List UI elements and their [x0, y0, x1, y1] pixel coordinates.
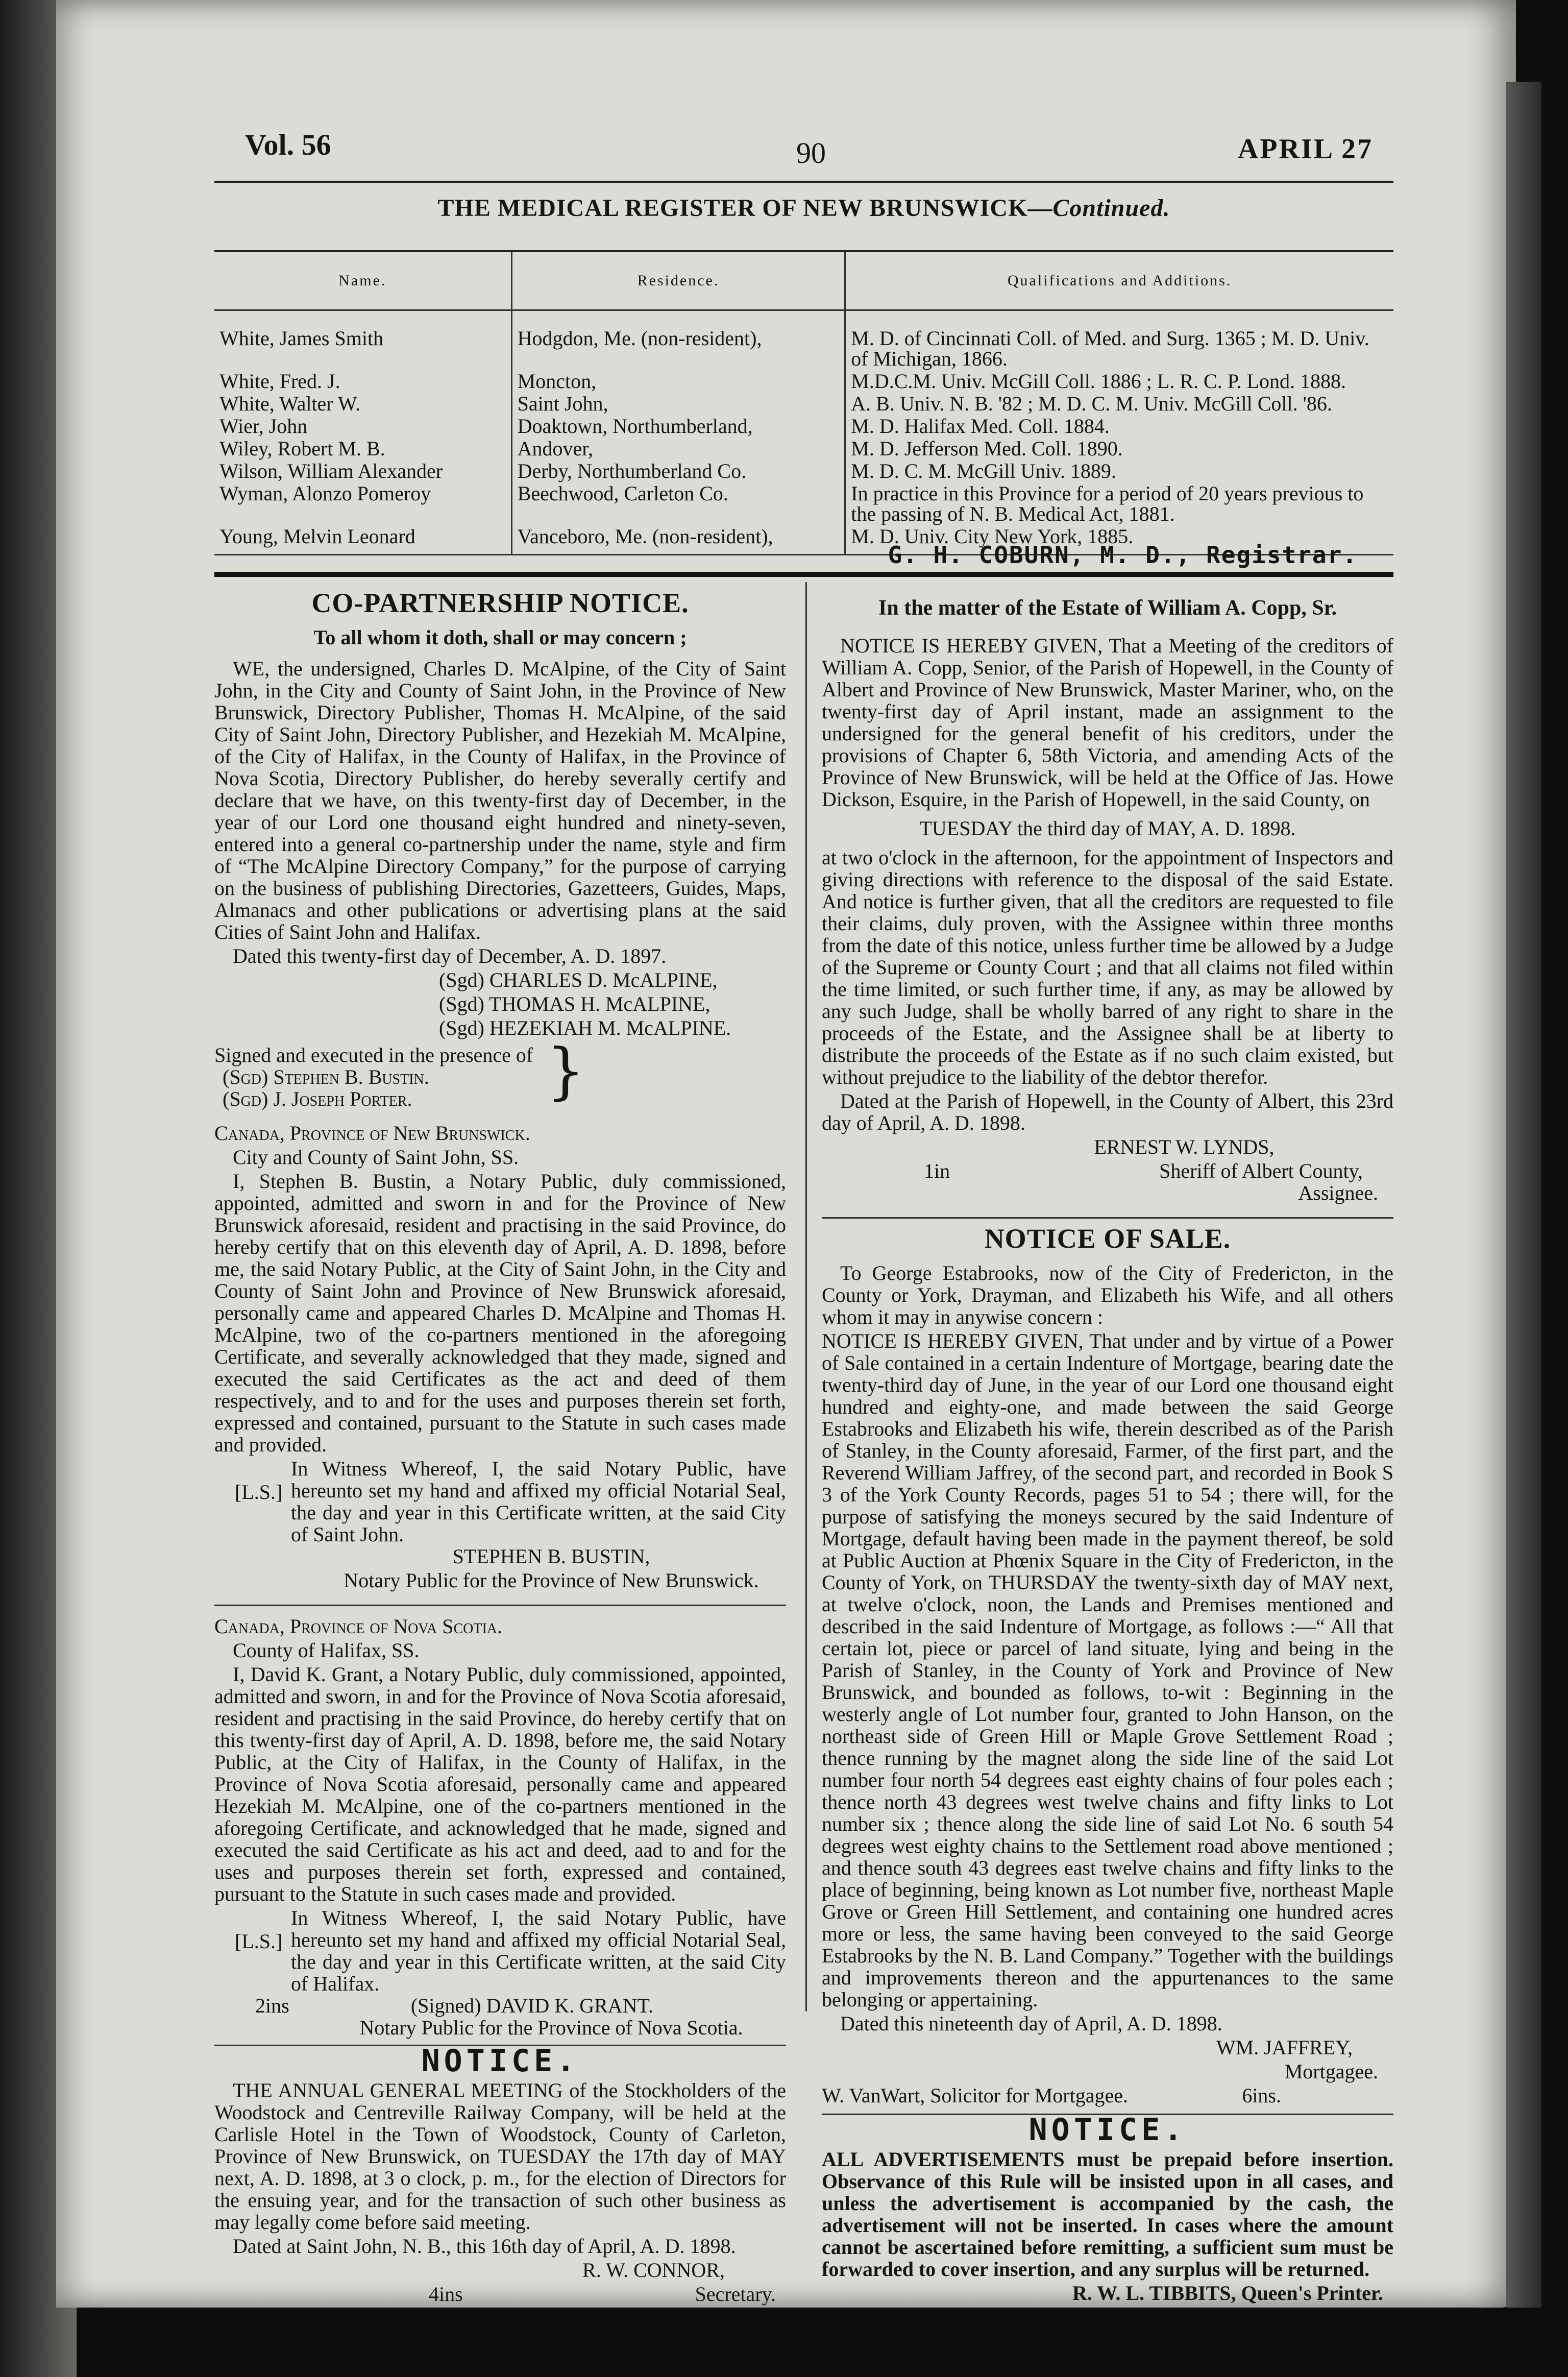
issue-date: APRIL 27 [1237, 133, 1373, 165]
brace-glyph: } [546, 1036, 585, 1107]
register-title: THE MEDICAL REGISTER OF NEW BRUNSWICK—Continued. [437, 195, 1170, 222]
ns-certificate-heading: Canada, Province of Nova Scotia. [214, 1615, 502, 1638]
column-divider [805, 582, 807, 2011]
railway-signer-row [214, 2283, 786, 2305]
ns-signer-row [214, 1995, 786, 2017]
copartnership-title: CO-PARTNERSHIP NOTICE. [311, 588, 689, 618]
copp-signer-role: Assignee. [1298, 1181, 1378, 1204]
copp-estate-title: In the matter of the Estate of William A. Copp, Sr. [878, 596, 1337, 620]
notice-of-sale-body: NOTICE IS HEREBY GIVEN, That under and by virtue of a Power of Sale contained in a certain Indenture of Mortgage, bearing date the twenty-third day of June, in the year of our Lord one thousand eight hundred and eighty-one, and made between the said George Estabrooks and Elizabeth his wife, therein described as of the Parish of Stanley, in the County aforesaid, Farmer, of the first part, and the Reverend William Jaffrey, of the second part, and recorded in Book S 3 of the York County Records, pages 51 to 54 ; there will, for the purpose of satisfying the moneys secured by the said Indenture of Mortgage, default having been made in the payment thereof, be sold at Public Auction at Phœnix Square in the City of Fredericton, in the County of York, on THURSDAY the twenty-sixth day of MAY next, at twelve o'clock, noon, the Lands and Premises mentioned and described in the said Indenture of Mortgage, as follows :—“ All that certain lot, piece or parcel of land situate, lying and being in the Parish of Stanley, in the County of York and Province of New Brunswick, and bounded as follows, to-wit : Beginning in the westerly angle of Lot number four, granted to John Hanson, on the northeast side of Green Hill or Maple Grove Settlement Road ; thence running by the magnet along the side line of the said Lot number four north 54 degrees east eighty chains of four poles each ; thence north 43 degrees west twelve chains and fifty links to Lot number six ; thence along the side line of said Lot No. 6 south 54 degrees west eighty chains to the Settlement road above mentioned ; and thence south 43 degrees east twelve chains and fifty links to the place of beginning, being known as Lot number five, northeast Maple Grove or Green Hill Settlement, and containing one hundred acres more or less, the same having been conveyed to the said George Estabrooks by the N. B. Land Company.” Together with the buildings and improvements thereon and the appurtenances to the same belonging or appertaining. [822, 1329, 1393, 2011]
ns-signer-title: Notary Public for the Province of Nova Scotia. [359, 2016, 743, 2039]
copp-estate-dated: Dated at the Parish of Hopewell, in the County of Albert, this 23rd day of April, A. D. 1898. [822, 1089, 1393, 1134]
insertions-label: 1in [924, 1159, 950, 1182]
table-row: Young, Melvin Leonard Vanceboro, Me. (non-resident), M. D. Univ. City New York, 1885. [214, 525, 1393, 555]
column-header-residence: Residence. [511, 251, 845, 310]
railway-signer: R. W. CONNOR, [582, 2259, 725, 2282]
copp-signer-row [822, 1160, 1393, 1182]
gazette-page [56, 0, 1516, 2308]
witness-line: (Sgd) Stephen B. Bustin. [223, 1065, 429, 1088]
page-number: 90 [796, 136, 826, 169]
section-rule [822, 1217, 1393, 1219]
copp-estate-body: NOTICE IS HEREBY GIVEN, That a Meeting of the creditors of William A. Copp, Senior, of the Parish of Hopewell, in the County of Albert and Province of New Brunswick, Master Mariner, who, on the twenty-first day of April instant, made an assignment to the undersigned for the general benefit of his creditors, under the provisions of Chapter 6, 58th Victoria, and amending Acts of the Province of New Brunswick, will be held at the Office of Jas. Howe Dickson, Esquire, in the Parish of Hopewell, in the said County, on [822, 634, 1393, 811]
solicitor-row [822, 2084, 1393, 2106]
insertions-label: 6ins. [1242, 2084, 1281, 2107]
column-header-name: Name. [214, 251, 511, 310]
copartnership-subtitle: To all whom it doth, shall or may concern ; [313, 626, 687, 649]
signature-line: (Sgd) THOMAS H. McALPINE, [439, 992, 710, 1015]
column-header-qualifications: Qualifications and Additions. [845, 251, 1393, 310]
railway-notice-body: THE ANNUAL GENERAL MEETING of the Stockholders of the Woodstock and Centreville Railway Company, will be held at the Carlisle Hotel in the Town of Woodstock, County of Carleton, Province of New Brunswick, on TUESDAY the 17th day of MAY next, A. D. 1898, at 3 o clock, p. m., for the election of Directors for the ensuing year, and for the transaction of such other business as may legally come before said meeting. [214, 2079, 786, 2234]
seal-label: [L.S.] [235, 1930, 283, 1953]
nb-certificate-heading: Canada, Province of New Brunswick. [214, 1122, 530, 1145]
solicitor-line: W. VanWart, Solicitor for Mortgagee. [822, 2084, 1128, 2107]
copp-estate-body-2: at two o'clock in the afternoon, for the appointment of Inspectors and giving directions with reference to the disposal of the said Estate. And notice is further given, that all the creditors are requested to file their claims, duly proven, with the Assignee within three months from the date of this notice, unless further time be allowed by a Judge of the Supreme or County Court ; and that all claims not filed within the time limited, or such further time, if any, as may be allowed by any such Judge, shall be wholly barred of any right to share in the proceeds of the Estate, and the Assignee shall be at liberty to distribute the proceeds of the Estate as if no such claim existed, but without prejudice to the liability of the debtor therefor. [822, 846, 1393, 1088]
table-row: Wyman, Alonzo Pomeroy Beechwood, Carleton Co. In practice in this Province for a period of 20 years previous to the passing of N. B. Medical Act, 1881. [214, 482, 1393, 525]
scan-edge-right [1506, 82, 1541, 2308]
nb-signer-title: Notary Public for the Province of New Brunswick. [344, 1569, 759, 1592]
seal-label: [L.S.] [235, 1481, 283, 1503]
signature-line: (Sgd) CHARLES D. McALPINE, [439, 968, 718, 991]
railway-notice-dated: Dated at Saint John, N. B., this 16th day of April, A. D. 1898. [233, 2235, 736, 2258]
ns-certificate-county: County of Halifax, SS. [233, 1639, 420, 1662]
sale-signer: WM. JAFFREY, [1216, 2036, 1353, 2059]
header-rule [214, 181, 1393, 183]
sale-signer-role: Mortgagee. [1284, 2060, 1378, 2083]
nb-witness-block: [L.S.] In Witness Whereof, I, the said Notary Public, have hereunto set my hand and affixed my official Notarial Seal, the day and year in this Certificate written, at the said City of Saint John. [235, 1457, 786, 1546]
table-row: White, James Smith Hodgdon, Me. (non-resident), M. D. of Cincinnati Coll. of Med. and Surg. 1365 ; M. D. Univ. of Michigan, 1866. [214, 310, 1393, 371]
copp-meeting-date: TUESDAY the third day of MAY, A. D. 1898. [919, 817, 1296, 840]
signature-line: (Sgd) HEZEKIAH M. McALPINE. [439, 1016, 731, 1039]
page-content [158, 117, 1393, 2306]
notice-of-sale-dated: Dated this nineteenth day of April, A. D. 1898. [840, 2012, 1222, 2035]
section-rule [214, 1605, 786, 1606]
notice-of-sale-address: To George Estabrooks, now of the City of Fredericton, in the County or York, Drayman, and Elizabeth his Wife, and all others whom it may in anywise concern : [822, 1262, 1393, 1328]
copp-signer-title: Sheriff of Albert County, [1159, 1159, 1363, 1182]
left-column [214, 587, 786, 2305]
table-row: Wier, John Doaktown, Northumberland, M. D. Halifax Med. Coll. 1884. [214, 415, 1393, 438]
table-row: Wilson, William Alexander Derby, Northumberland Co. M. D. C. M. McGill Univ. 1889. [214, 460, 1393, 482]
table-row: White, Fred. J. Moncton, M.D.C.M. Univ. McGill Coll. 1886 ; L. R. C. P. Lond. 1888. [214, 370, 1393, 393]
table-row: Wiley, Robert M. B. Andover, M. D. Jefferson Med. Coll. 1890. [214, 438, 1393, 460]
nb-certificate-body: I, Stephen B. Bustin, a Notary Public, duly commissioned, appointed, admitted and sworn in and for the Province of New Brunswick aforesaid, resident and practising in the said Province, do hereby certify that on this eleventh day of April, A. D. 1898, before me, the said Notary Public, at the City of Saint John, in the City and County of Saint John and Province of New Brunswick aforesaid, personally came and appeared Charles D. McAlpine and Thomas H. McAlpine, two of the co-partners mentioned in the aforegoing Certificate, and severally acknowledged that they made, signed and executed the said Certificates as the act and deed of them respectively, and to and for the uses and purposes therein set forth, expressed and contained, pursuant to the Statute in such cases made and provided. [214, 1170, 786, 1456]
ads-notice-body: ALL ADVERTISEMENTS must be prepaid before insertion. Observance of this Rule will be insisted upon in all cases, and unless the advertisement is accompanied by the cash, the advertisement will not be inserted. In cases where the amount cannot be ascertained before remitting, a sufficient sum must be forwarded to cover insertion, and any surplus will be returned. [822, 2148, 1393, 2281]
volume-label: Vol. 56 [245, 128, 331, 161]
witness-block: Signed and executed in the presence of (Sgd) Stephen B. Bustin. (Sgd) J. Joseph Porter. } [214, 1044, 786, 1110]
notice-of-sale-title: NOTICE OF SALE. [984, 1223, 1231, 1254]
ads-notice-title: NOTICE. [1028, 2112, 1187, 2148]
railway-signer-title: Secretary. [695, 2283, 776, 2306]
ads-notice-signer: R. W. L. TIBBITS, Queen's Printer. [1072, 2282, 1383, 2305]
section-thick-rule [214, 572, 1393, 577]
nb-signer: STEPHEN B. BUSTIN, [452, 1545, 650, 1568]
copp-signer: ERNEST W. LYNDS, [1094, 1135, 1275, 1158]
ns-certificate-body: I, David K. Grant, a Notary Public, duly commissioned, appointed, admitted and sworn, in and for the Province of Nova Scotia aforesaid, resident and practising in the said Province, do hereby certify that on this twenty-first day of April, A. D. 1898, before me, the said Notary Public, at the City of Halifax, in the County of Halifax, in the Province of Nova Scotia aforesaid, personally came and appeared Hezekiah M. McAlpine, one of the co-partners mentioned in the aforegoing Certificate, and acknowledged that he made, signed and executed the said Certificate as his act and deed, aad to and for the uses and purposes therein set forth, expressed and contained, pursuant to the Statute in such cases made and provided. [214, 1663, 786, 1905]
ns-witness-block: [L.S.] In Witness Whereof, I, the said Notary Public, have hereunto set my hand and affixed my official Notarial Seal, the day and year in this Certificate written, at the said City of Halifax. [235, 1906, 786, 1995]
copartnership-body: WE, the undersigned, Charles D. McAlpine, of the City of Saint John, in the City and County of Saint John, in the Province of New Brunswick, Directory Publisher, Thomas H. McAlpine, of the said City of Saint John, Directory Publisher, and Hezekiah M. McAlpine, of the City of Halifax, in the County of Halifax, in the Province of Nova Scotia, Directory Publisher, do hereby severally certify and declare that we have, on this twenty-first day of December, in the year of our Lord one thousand eight hundred and ninety-seven, entered into a general co-partnership under the name, style and firm of “The McAlpine Directory Company,” for the purpose of carrying on the business of publishing Directories, Gazetteers, Guides, Maps, Almanacs and other publications or advertising plans at the said Cities of Saint John and Halifax. [214, 657, 786, 943]
table-row: White, Walter W. Saint John, A. B. Univ. N. B. '82 ; M. D. C. M. Univ. McGill Coll. '86. [214, 393, 1393, 415]
railway-notice-title: NOTICE. [421, 2043, 579, 2079]
ns-signer: (Signed) DAVID K. GRANT. [410, 1994, 653, 2017]
witness-line: (Sgd) J. Joseph Porter. [223, 1087, 412, 1110]
copartnership-dated: Dated this twenty-first day of December, A. D. 1897. [233, 944, 667, 967]
right-column [822, 587, 1393, 2306]
insertions-label: 4ins [429, 2283, 463, 2306]
running-head [158, 117, 1393, 174]
registrar-signature: G. H. COBURN, M. D., Registrar. [888, 541, 1358, 569]
medical-register-table [214, 250, 1393, 555]
nb-certificate-county: City and County of Saint John, SS. [233, 1146, 519, 1169]
insertions-label: 2ins [255, 1994, 289, 2017]
